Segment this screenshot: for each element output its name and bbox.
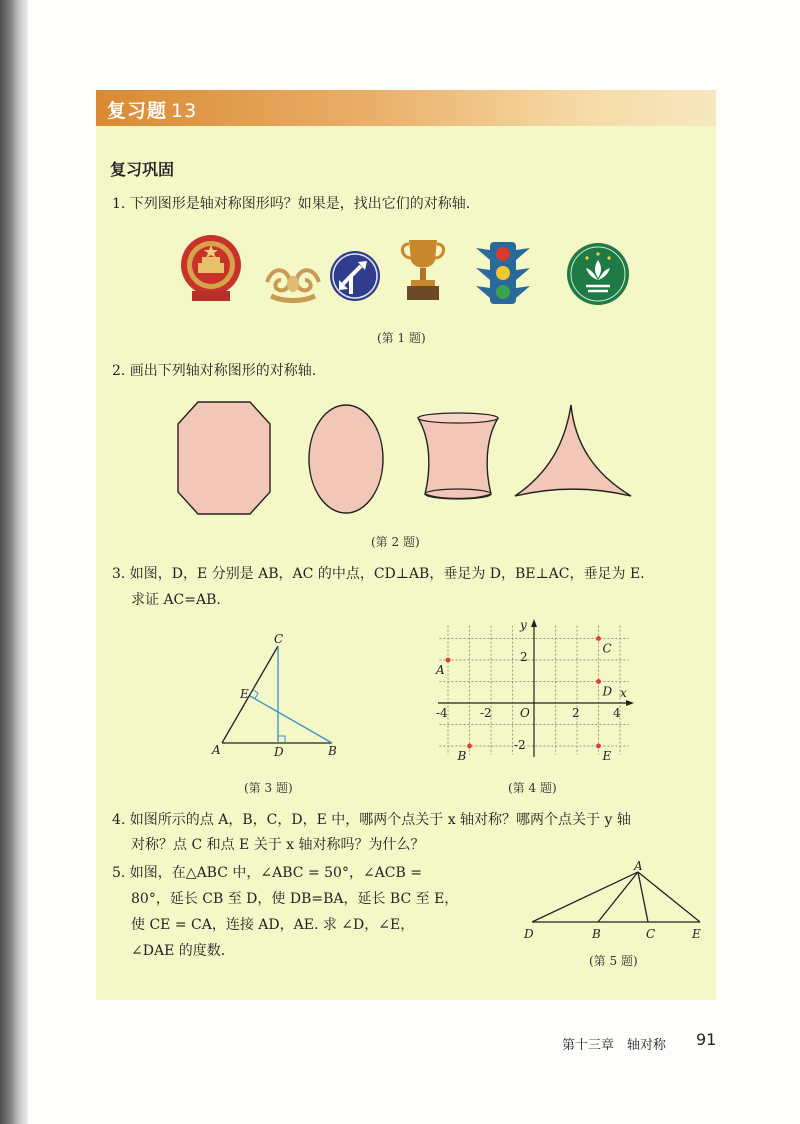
problem-2-text: 2. 画出下列轴对称图形的对称轴. [112, 363, 317, 379]
fig4-point-a [446, 658, 451, 663]
problem-3-line-1: 3. 如图，D，E 分别是 AB，AC 的中点，CD⊥AB，垂足为 D，BE⊥AC，垂足为 E. [112, 566, 645, 582]
fig5-label-c: C [646, 927, 656, 941]
figure-4-caption: (第 4 题) [508, 781, 557, 795]
figure-5-triangle [520, 859, 710, 944]
ellipse-shape [307, 403, 385, 515]
fig4-xtick-3: 4 [613, 706, 621, 720]
header-number: 13 [171, 100, 198, 122]
fig5-label-a: A [634, 859, 643, 873]
fig4-point-c [596, 636, 601, 641]
fig4-point-b [467, 744, 472, 749]
figure-4-grid [430, 615, 640, 765]
figure-3-triangle [200, 628, 350, 762]
wreath-ornament-icon [263, 262, 323, 304]
traffic-light-icon [476, 240, 530, 306]
problem-1-text: 1. 下列图形是轴对称图形吗？如果是，找出它们的对称轴. [112, 196, 471, 212]
fig4-axis-y-label: y [520, 618, 527, 632]
fig4-point-label-d: D [602, 684, 613, 699]
curved-triangle-shape [513, 403, 633, 499]
book-spine [0, 0, 28, 1124]
section-title: 复习巩固 [110, 160, 175, 179]
fig5-label-d: D [524, 927, 534, 941]
fig4-xtick-0: -4 [436, 706, 448, 720]
fig4-xtick-2: 2 [572, 706, 580, 720]
fig3-label-b: B [328, 744, 337, 758]
fig4-origin-label: O [520, 706, 530, 720]
problem-5-line-2: 80°，延长 CB 至 D，使 DB=BA，延长 BC 至 E， [131, 891, 459, 907]
figure-5-caption: (第 5 题) [589, 954, 638, 968]
page-number: 91 [696, 1030, 717, 1049]
octagon-shape [176, 400, 272, 516]
figure-1-caption: (第 1 题) [377, 331, 426, 345]
fig4-point-e [596, 744, 601, 749]
fig4-point-label-b: B [457, 749, 467, 763]
problem-5-line-4: ∠DAE 的度数. [131, 943, 226, 959]
footer-chapter: 第十三章 轴对称 [562, 1038, 667, 1053]
fig4-point-label-c: C [602, 641, 612, 656]
trophy-icon [399, 236, 447, 302]
problem-4-line-2: 对称？点 C 和点 E 关于 x 轴对称吗？为什么？ [131, 837, 425, 853]
fig3-label-a: A [212, 743, 221, 757]
fig3-label-c: C [274, 632, 284, 646]
fig3-label-e: E [240, 687, 249, 701]
problem-4-line-1: 4. 如图所示的点 A，B，C，D，E 中，哪两个点关于 x 轴对称？哪两个点关于 y 轴 [112, 812, 631, 828]
problem-5-line-1: 5. 如图，在△ABC 中，∠ABC = 50°，∠ACB = [112, 865, 422, 881]
fig4-point-label-e: E [602, 749, 612, 763]
fig4-point-label-a: A [436, 663, 445, 677]
header-title: 复习题 13 [107, 100, 198, 122]
problem-5-line-3: 使 CE = CA，连接 AD，AE. 求 ∠D，∠E， [131, 917, 415, 933]
figure-2-caption: (第 2 题) [371, 535, 420, 549]
national-emblem-icon [178, 233, 244, 303]
fig5-label-b: B [592, 927, 601, 941]
fig4-xtick-1: -2 [480, 706, 492, 720]
fig3-label-d: D [274, 745, 284, 759]
vase-shape [415, 410, 501, 500]
fig4-point-d [596, 679, 601, 684]
macau-emblem-icon [566, 242, 630, 306]
fig4-ytick-0: 2 [520, 650, 528, 664]
fig5-label-e: E [692, 927, 701, 941]
traffic-sign-icon [329, 250, 381, 302]
figure-3-caption: (第 3 题) [244, 781, 293, 795]
fig4-axis-x-label: x [620, 686, 627, 700]
problem-3-line-2: 求证 AC=AB. [131, 592, 221, 608]
fig4-ytick-1: -2 [514, 738, 526, 752]
